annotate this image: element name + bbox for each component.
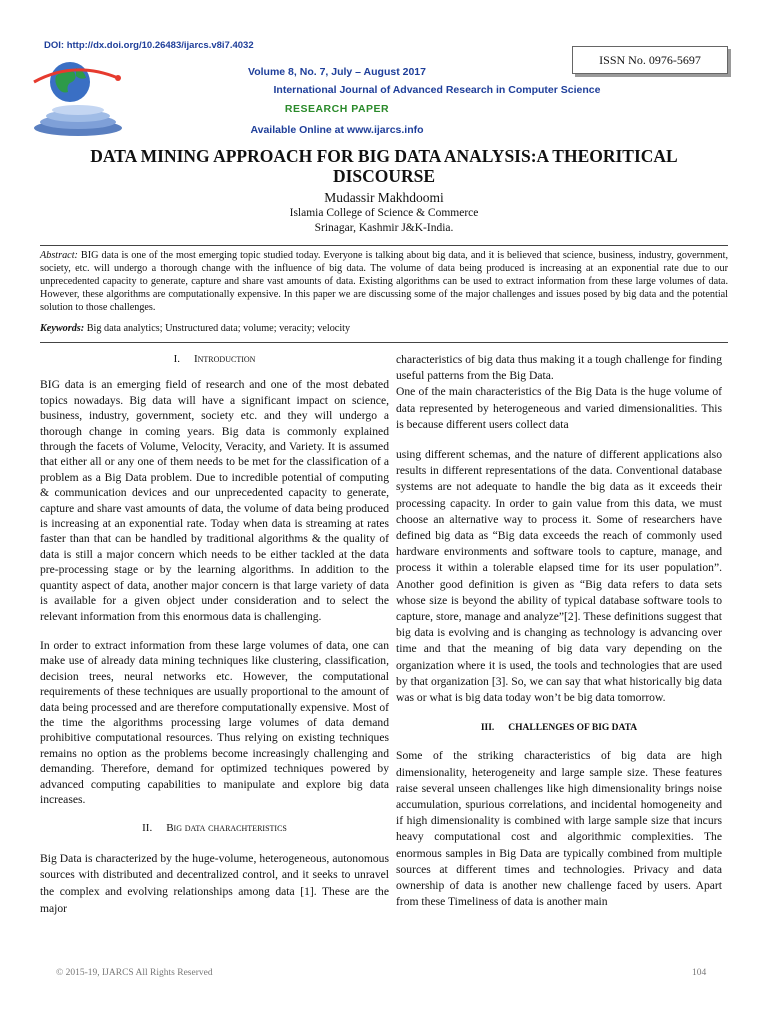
section-heading-challenges — [396, 720, 722, 736]
issn-box: ISSN No. 0976-5697 — [572, 46, 728, 74]
paper-title — [40, 146, 728, 186]
journal-volume: Volume 8, No. 7, July – August 2017 — [248, 66, 426, 78]
paragraph: Some of the striking characteristics of big data are high dimensionality, heterogeneity and large sample size. These features raise several unseen challenges like high dimensionality brings noise accumulation, spurious correlations, and incidental homogeneity and if high dimensionality is combined with large sample size that incurs heavy computational cost and algorithmic complexities. The enormous samples in Big Data are typically combined from multiple sources at different times and technologies. Privacy and data ownership of data is another new challenge faced by users. Apart from these Timeliness of data is another main — [396, 749, 722, 909]
paper-title-line-2: DISCOURSE — [332, 166, 436, 186]
paragraph: using different schemas, and the nature of different applications also results in different representations of the data. Conventional database systems are not adequate to handle the big data as it exceeds their processing capacity. In order to gain value from this data, we must choose an alternative way to process it. Some of researchers have defined big data as “Big data exceeds the reach of commonly used hardware environments and software tools to capture, manage, and process it within a tolerable elapsed time for its user population”. Another good definition is given as “Big data refers to data sets whose size is beyond the ability of typical database software tools to capture, store, manage and analyze”[2]. These definitions suggest that big data is evolving and is changing as technology is advancing over time and that the meaning of big data vary depending on the organization where it is used, the tools and technologies that are used by that organization [3]. So, we can say that what historically big data was or what is big data today won’t be big data tomorrow. — [396, 448, 722, 705]
section-number: II. — [142, 822, 153, 835]
journal-website[interactable]: Available Online at www.ijarcs.info — [250, 124, 424, 136]
ijarcs-globe-logo — [30, 52, 134, 138]
section-heading-characteristics — [40, 821, 389, 836]
keywords-text: Big data analytics; Unstructured data; volume; veracity; velocity — [84, 323, 351, 334]
paragraph: BIG data is an emerging field of research and one of the most debated topics nowadays. Big data will have a significant impact on science, business, industry, government, society etc. and they will undergo a thorough change in coming years. Big data is commonly explained through the facets of Volume, Velocity, Veracity, and Variety. It is assumed that either all or any one of them needs to be met for the classification of a problem as a Big Data problem. Due to incredible potential of computing & communication devices and our unprecedented capacity to generate, capture and share vast amounts of data, the volume of data being produced is increasing at an exponential rate. Today when data is streaming at rates faster than that can be handled by traditional algorithms & the quality of data is still a major concern which needs to be either tackled at the data pre-processing stage or by the learning algorithms. In addition to the quantity aspect of data, another major concern is that large variety of data is available for a given object under consideration and to select the relevant information from this enormous data is challenging. — [40, 378, 389, 623]
paper-type: RESEARCH PAPER — [284, 103, 390, 115]
abstract-bottom-rule — [40, 342, 728, 343]
left-column — [40, 352, 389, 917]
paragraph: In order to extract information from these large volumes of data, one can make use of already data mining techniques like clustering, classification, decision trees, neural networks etc. However, the computational requirements of these techniques are usually proportional to the amount of data being processed and are therefore computationally expensive. Most of the time the algorithms processing large volumes of data demand prohibitive computational resources. Thus relying on existing techniques remains no option as the problems become increasingly challenging and demanding. Therefore, demand for optimized techniques powered by advanced computing capabilities to manipulate and explore big data increases. — [40, 638, 389, 806]
paragraph: characteristics of big data thus making it a tough challenge for finding useful patterns from the Big Data. — [396, 353, 722, 383]
section-title: Big data charachteristics — [166, 822, 287, 835]
right-column — [396, 352, 722, 911]
paragraph: One of the main characteristics of the Big Data is the huge volume of data represented by heterogeneous and varied dimensionalities. This is because different users collect data — [396, 385, 722, 431]
page-number: 104 — [692, 968, 707, 978]
affiliation-institution: Islamia College of Science & Commerce — [289, 207, 479, 219]
paper-title-line-1: DATA MINING APPROACH FOR BIG DATA ANALYSIS:A THEORITICAL — [90, 146, 678, 166]
section-number: I. — [173, 353, 180, 365]
keywords — [40, 323, 728, 334]
affiliation-location: Srinagar, Kashmir J&K-India. — [314, 222, 454, 234]
doi-link[interactable]: DOI: http://dx.doi.org/10.26483/ijarcs.v8i7.4032 — [44, 40, 254, 51]
section-title: CHALLENGES OF BIG DATA — [508, 723, 638, 734]
abstract-text: BIG data is one of the most emerging topic studied today. Everyone is talking about big data, and it is believed that science, business, industry, government, society, etc. will undergo a thorough change with the influence of big data. The volume of data being produced is increasing at an exponential rate due to our unprecedented capacity to generate, capture and share vast amounts of data. Existing algorithms can be used to extract information from these large volumes of data. However, these algorithms are computationally expensive. In this paper we are discussing some of the major challenges and issues posed by big data and the potential solution to those challenges. — [40, 250, 728, 313]
abstract — [40, 249, 728, 314]
paragraph: Big Data is characterized by the huge-volume, heterogeneous, autonomous sources with distributed and decentralized control, and it seeks to unravel the complex and evolving relationships among data [1]. These are the major — [40, 851, 389, 915]
section-heading-introduction — [40, 352, 389, 367]
keywords-label: Keywords: — [40, 323, 85, 334]
author-name: Mudassir Makhdoomi — [324, 190, 444, 205]
section-number: III. — [480, 723, 495, 734]
journal-name: International Journal of Advanced Research in Computer Science — [273, 84, 601, 96]
abstract-top-rule — [40, 245, 728, 246]
section-title: Introduction — [193, 353, 256, 365]
copyright-notice: © 2015-19, IJARCS All Rights Reserved — [56, 968, 213, 978]
abstract-label: Abstract: — [40, 250, 78, 261]
